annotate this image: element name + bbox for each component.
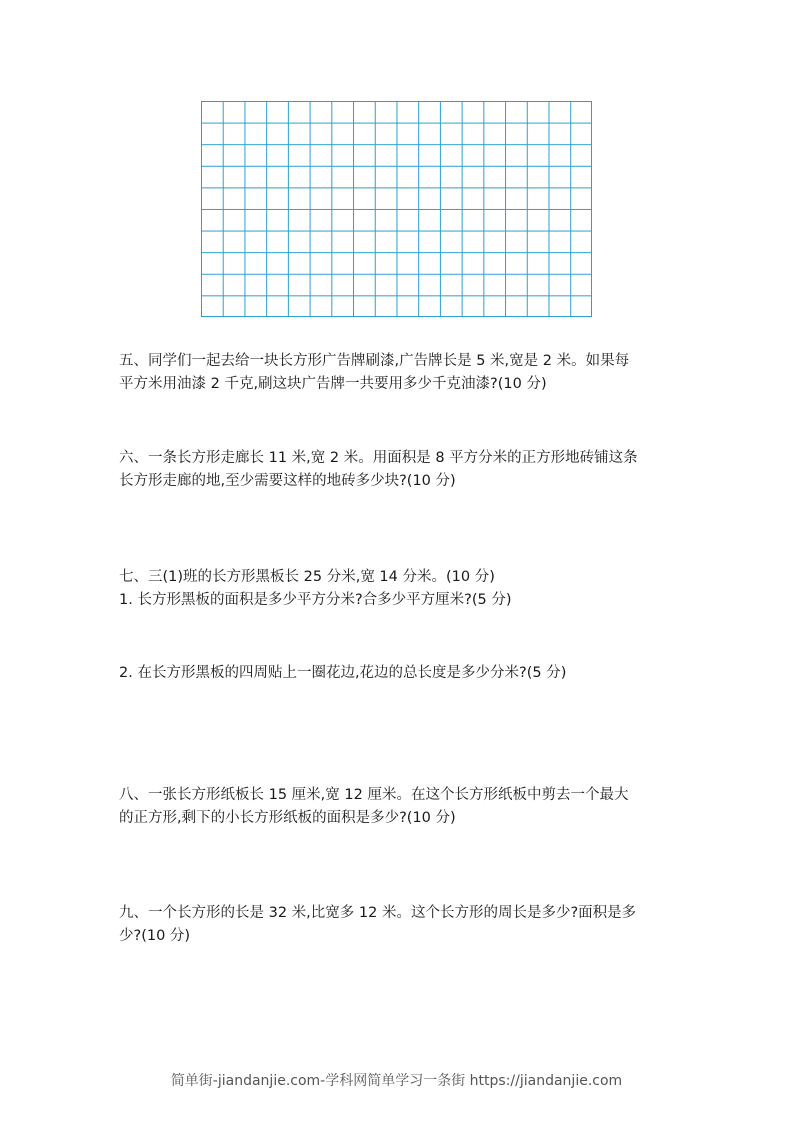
question-8	[119, 784, 679, 830]
question-8-line-1: 八、一张长方形纸板长 15 厘米,宽 12 厘米。在这个长方形纸板中剪去一个最大	[119, 787, 629, 803]
question-7-line-1: 七、三(1)班的长方形黑板长 25 分米,宽 14 分米。(10 分)	[119, 569, 495, 585]
question-9-line-1: 九、一个长方形的长是 32 米,比宽多 12 米。这个长方形的周长是多少?面积是多	[119, 905, 637, 921]
question-6-line-1: 六、一条长方形走廊长 11 米,宽 2 米。用面积是 8 平方分米的正方形地砖铺这条	[119, 450, 638, 466]
question-5	[119, 350, 679, 396]
question-7-sub-1: 1. 长方形黑板的面积是多少平方分米?合多少平方厘米?(5 分)	[119, 592, 512, 608]
question-8-line-2: 的正方形,剩下的小长方形纸板的面积是多少?(10 分)	[119, 810, 456, 826]
question-5-line-1: 五、同学们一起去给一块长方形广告牌刷漆,广告牌长是 5 米,宽是 2 米。如果每	[119, 353, 630, 369]
question-6	[119, 447, 679, 493]
question-5-line-2: 平方米用油漆 2 千克,刷这块广告牌一共要用多少千克油漆?(10 分)	[119, 376, 547, 392]
question-7	[119, 566, 679, 612]
question-9	[119, 902, 679, 948]
question-6-line-2: 长方形走廊的地,至少需要这样的地砖多少块?(10 分)	[119, 473, 456, 489]
page-footer: 简单街-jiandanjie.com-学科网简单学习一条街 https://jiandanjie.com	[170, 1073, 623, 1089]
question-7-sub-2: 2. 在长方形黑板的四周贴上一圈花边,花边的总长度是多少分米?(5 分)	[119, 665, 567, 681]
square-grid	[201, 101, 592, 317]
question-9-line-2: 少?(10 分)	[119, 928, 191, 944]
question-7-part-2	[119, 662, 679, 685]
